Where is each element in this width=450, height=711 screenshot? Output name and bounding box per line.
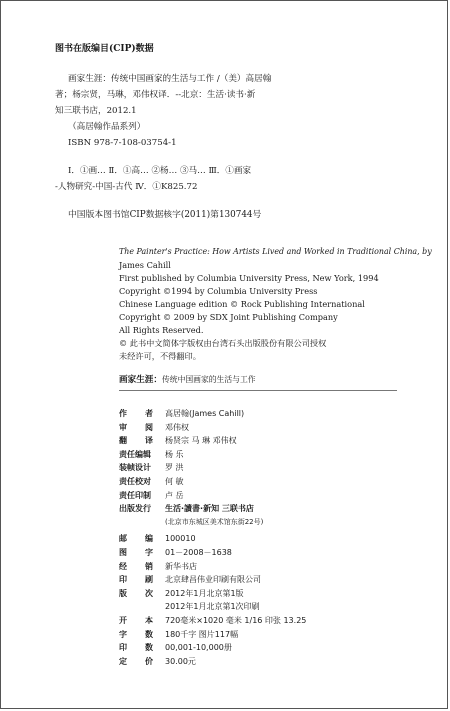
copyright-line: Chinese Language edition © Rock Publishing International [119, 299, 365, 309]
colophon-label: 装帧设计 [119, 463, 151, 473]
colophon-value: 高居翰(James Cahill) [165, 409, 245, 418]
copyright-line: © 此书中文简体字版权由台湾石头出版股份有限公司授权 [119, 338, 327, 348]
colophon-row [119, 546, 409, 560]
colophon-row [119, 641, 409, 655]
colophon-row [119, 628, 409, 642]
colophon-label: 印 数 [119, 643, 153, 653]
colophon-label: 审 阅 [119, 422, 153, 432]
colophon-label: 邮 编 [119, 534, 153, 544]
colophon-row [119, 421, 409, 435]
colophon-row [119, 475, 409, 489]
classification-line: Ⅰ．①画… Ⅱ．①高… ②杨… ③马… Ⅲ．①画家 [68, 166, 252, 176]
colophon-row [119, 600, 409, 614]
copyright-line: James Cahill [119, 260, 171, 270]
cip-heading: 图书在版编目(CIP)数据 [55, 44, 154, 54]
colophon-row [119, 461, 409, 475]
copyright-line: All Rights Reserved. [119, 325, 204, 335]
colophon-label: 开 本 [119, 615, 153, 625]
cip-line: 知三联书店，2012.1 [55, 106, 137, 116]
cip-number: 中国版本图书馆CIP数据核字(2011)第130744号 [68, 210, 262, 220]
colophon-value: 罗 洪 [165, 463, 184, 473]
colophon-label: 图 字 [119, 547, 153, 557]
colophon-label: 翻 译 [119, 436, 153, 446]
colophon-row [119, 614, 409, 628]
colophon-value: 新华书店 [165, 561, 197, 571]
colophon-value: 30.00元 [165, 656, 196, 666]
book-title [119, 374, 256, 386]
colophon-row [119, 407, 409, 421]
colophon-row [119, 560, 409, 574]
colophon-label: 版 次 [119, 588, 153, 598]
colophon-value: 杨贤宗 马 琳 邓伟权 [165, 436, 237, 446]
colophon-label: 定 价 [119, 656, 153, 666]
cip-isbn: ISBN 978-7-108-03754-1 [68, 138, 177, 148]
cip-line: 画家生涯：传统中国画家的生活与工作 /（美）高居翰 [68, 74, 272, 84]
colophon-value: 2012年1月北京第1版 [165, 588, 244, 598]
colophon-label: 经 销 [119, 561, 153, 571]
copyright-line: 未经许可，不得翻印。 [119, 351, 201, 361]
colophon-value: 杨 乐 [165, 449, 184, 459]
original-title: The Painter's Practice: How Artists Lived and Worked in Traditional China, by [119, 247, 432, 256]
colophon-value: 邓伟权 [165, 422, 189, 432]
book-title-main: 画家生涯： [119, 375, 162, 385]
colophon-label: 责任校对 [119, 476, 151, 486]
colophon-row [119, 448, 409, 462]
colophon-table [119, 407, 409, 668]
colophon-value: 100010 [165, 534, 196, 544]
book-title-subtitle: 传统中国画家的生活与工作 [161, 375, 256, 384]
colophon-value: 卢 岳 [165, 490, 184, 500]
colophon-label: 责任印制 [119, 490, 151, 500]
colophon-row [119, 587, 409, 601]
colophon-label: 作 者 [119, 409, 153, 418]
copyright-line: First published by Columbia University Press, New York, 1994 [119, 273, 379, 283]
copyright-line: Copyright ©1994 by Columbia University Press [119, 286, 318, 296]
colophon-value: 何 敏 [165, 476, 184, 486]
colophon-row [119, 502, 409, 516]
colophon-value: 北京肆昌伟业印刷有限公司 [165, 575, 261, 585]
copyright-line: Copyright © 2009 by SDX Joint Publishing Company [119, 312, 338, 322]
cip-line: （高居翰作品系列） [68, 122, 146, 132]
cip-line: 著；杨宗贤，马琳，邓伟权译．--北京：生活·读书·新 [55, 90, 256, 100]
colophon-row [119, 532, 409, 546]
colophon-row [119, 489, 409, 503]
colophon-value: 180千字 图片117幅 [165, 629, 239, 639]
colophon-label: 出版发行 [119, 504, 151, 514]
colophon-row [119, 573, 409, 587]
colophon-row [119, 655, 409, 669]
title-rule [119, 390, 397, 391]
colophon-row [119, 434, 409, 448]
colophon-label: 字 数 [119, 629, 153, 639]
colophon-value: 生活·讀書·新知 三联书店 [165, 504, 254, 514]
colophon-row [119, 516, 409, 530]
colophon-value: 00,001-10,000册 [165, 643, 232, 653]
colophon-label: 责任编辑 [119, 449, 151, 459]
colophon-label: 印 刷 [119, 575, 153, 585]
colophon-value: 2012年1月北京第1次印刷 [165, 602, 260, 612]
colophon-value: 01－2008－1638 [165, 547, 232, 557]
classification-line: -人物研究-中国-古代 Ⅳ．①K825.72 [55, 182, 198, 192]
colophon-value: 720毫米×1020 毫米 1/16 印张 13.25 [165, 615, 307, 625]
colophon-value: (北京市东城区美术馆东街22号) [165, 517, 264, 526]
